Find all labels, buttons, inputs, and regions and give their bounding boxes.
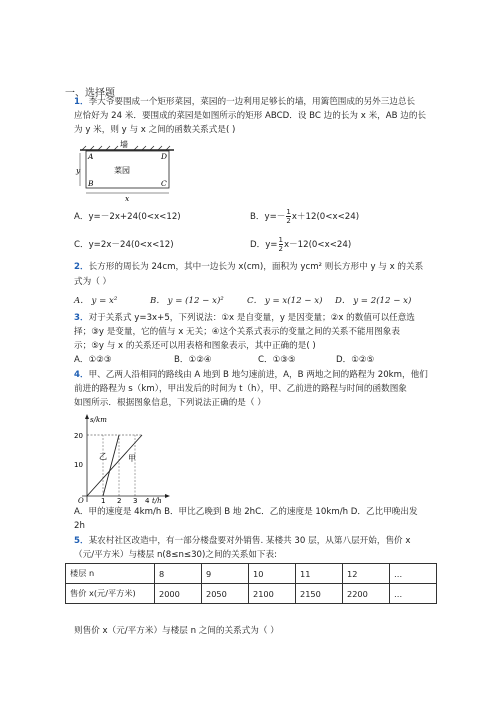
- table-cell: 2200: [343, 584, 390, 604]
- table-cell: …: [390, 584, 437, 604]
- x-tick-2: 2: [117, 497, 122, 504]
- line-yi: [103, 435, 119, 496]
- q4-text1: 甲、乙两人沿相同的路线由 A 地到 B 地匀速前进，A，B 两地之间的路程为 20km，他们: [88, 370, 428, 380]
- table-cell: 楼层 n: [66, 564, 155, 584]
- q2-option-b: B． y = (12 − x)²: [150, 296, 224, 306]
- table-row: [66, 584, 437, 604]
- table-cell: 10: [249, 564, 296, 584]
- q4-options-line1: A．甲的速度是 4km/h B．甲比乙晚到 B 地 2hC．乙的速度是 10km/h D．乙比甲晚出发: [74, 507, 418, 517]
- q1-option-d-pre: D．y=: [250, 240, 278, 250]
- x-axis-arrow: [165, 494, 170, 498]
- q2-option-c: C． y = x(12 − x): [247, 296, 323, 306]
- q2-line1: [74, 262, 423, 273]
- x-tick-1: 1: [101, 497, 106, 504]
- q1-option-b: [250, 208, 359, 225]
- q1-option-b-post: x＋12(0<x<24): [291, 212, 360, 222]
- section-title: 一、选择题: [65, 88, 115, 99]
- garden-label: 菜园: [114, 166, 130, 175]
- table-row: [66, 564, 437, 584]
- q5-line2: （元/平方米）与楼层 n(8≤n≤30)之间的关系如下表:: [74, 550, 278, 560]
- q3-text1: 对于关系式 y=3x+5，下列说法：①x 是自变量，y 是因变量；②x 的数值可以任意选: [88, 313, 415, 323]
- garden-figure: [74, 138, 179, 204]
- label-yi: 乙: [99, 452, 107, 461]
- y-axis-arrow: [85, 414, 89, 419]
- q4-line1: [74, 370, 428, 381]
- q2-number: 2．: [74, 262, 89, 272]
- q2-line2: 式为（ ）: [74, 277, 112, 287]
- table-cell: 2100: [249, 584, 296, 604]
- q3-option-d: D．①②⑤: [336, 355, 375, 365]
- q1-line3: 为 y 米，则 y 与 x 之间的函数关系式是( ): [74, 125, 236, 135]
- table-cell: 售价 x(元/平方米): [66, 584, 155, 604]
- fraction-half-d: $\frac{1}{2}$: [278, 236, 283, 253]
- q3-line1: [74, 313, 415, 324]
- q5-text1: 某农村社区改造中，有一部分楼盘要对外销售. 某楼共 30 层，从第八层开始，售价 x: [88, 536, 411, 546]
- table-cell: …: [390, 564, 437, 584]
- q2-option-d: D． y = 2(12 − x): [335, 296, 412, 306]
- q4-line3: 如图所示．根据图象信息，下列说法正确的是（ ）: [74, 398, 266, 408]
- q3-line3: 示；⑤y 与 x 的关系还可以用表格和图象表示，其中正确的是( ): [74, 341, 316, 351]
- q4-line2: 前进的路程为 s（km），甲出发后的时间为 t（h），甲、乙前进的路程与时间的函数图象: [74, 384, 407, 394]
- q3-number: 3．: [74, 313, 89, 323]
- q1-option-d-post: x－12(0<x<24): [283, 240, 352, 250]
- q1-text1: 李大爷要围成一个矩形菜园，菜园的一边利用足够长的墙，用篱笆围成的另外三边总长: [88, 97, 416, 107]
- label-A: A: [88, 152, 94, 161]
- label-C: C: [161, 179, 167, 188]
- q1-option-c: C．y=2x－24(0<x<12): [74, 240, 174, 250]
- q1-option-b-pre: B．y=－: [250, 212, 286, 222]
- y-axis-label: s/km: [90, 416, 107, 424]
- q1-line1: [74, 97, 415, 108]
- price-table: [65, 563, 437, 604]
- x-axis-label: t/h: [152, 497, 162, 504]
- line-jia: [87, 435, 142, 496]
- label-jia: 甲: [128, 454, 136, 463]
- q4-options-line2: 2h: [74, 521, 85, 531]
- q2-option-a: A． y = x²: [74, 296, 118, 306]
- table-cell: 9: [202, 564, 249, 584]
- q1-option-d: [250, 236, 351, 253]
- table-cell: 2000: [155, 584, 202, 604]
- table-cell: 11: [296, 564, 343, 584]
- label-x: x: [125, 194, 130, 203]
- table-cell: 8: [155, 564, 202, 584]
- label-y: y: [76, 166, 81, 175]
- wall-label: 墙: [120, 140, 128, 149]
- q1-option-a: A．y=－2x+24(0<x<12): [74, 212, 181, 222]
- q5-footer: 则售价 x（元/平方米）与楼层 n 之间的关系式为（ ）: [74, 626, 279, 636]
- table-cell: 2150: [296, 584, 343, 604]
- fraction-half: $\frac{1}{2}$: [286, 208, 291, 225]
- table-cell: 12: [343, 564, 390, 584]
- q3-line2: 择；③y 是变量，它的值与 x 无关；④这个关系式表示的变量之间的关系不能用图象表: [74, 327, 400, 337]
- origin-label: O: [78, 497, 84, 504]
- x-tick-3: 3: [133, 497, 138, 504]
- q3-option-c: C．①③⑤: [258, 355, 296, 365]
- q5-line1: [74, 536, 410, 547]
- q1-number: 1．: [74, 97, 89, 107]
- x-tick-4: 4: [145, 497, 150, 504]
- table-cell: 2050: [202, 584, 249, 604]
- y-tick-10: 10: [74, 461, 83, 469]
- label-D: D: [161, 152, 168, 161]
- q2-text1: 长方形的周长为 24cm，其中一边长为 x(cm)，面积为 ycm² 则长方形中 y 与 x 的关系: [88, 262, 424, 272]
- q3-option-b: B．①②④: [174, 355, 212, 365]
- distance-time-graph: [72, 412, 172, 504]
- q5-number: 5．: [74, 536, 89, 546]
- y-tick-20: 20: [74, 432, 83, 440]
- q1-line2: 应恰好为 24 米．要围成的菜园是如图所示的矩形 ABCD．设 BC 边的长为 x 米，AB 边的长: [74, 111, 427, 121]
- q3-option-a: A．①②③: [74, 355, 112, 365]
- label-B: B: [88, 179, 94, 188]
- q4-number: 4．: [74, 370, 89, 380]
